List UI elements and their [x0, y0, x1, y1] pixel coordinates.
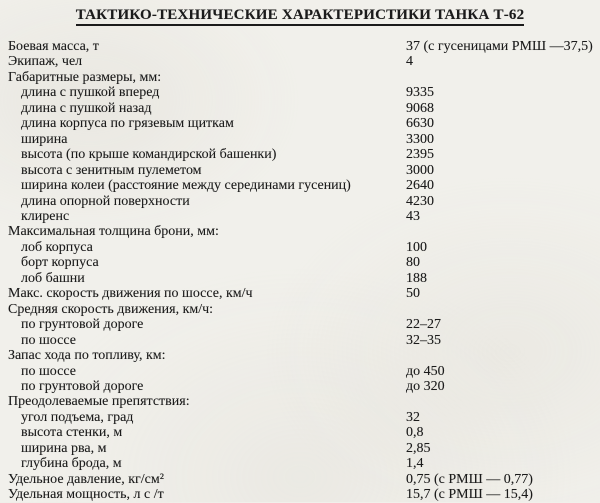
spec-row	[0, 163, 600, 178]
spec-value: 4230	[406, 193, 434, 209]
spec-label: Габаритные размеры, мм:	[8, 69, 162, 85]
spec-label: Удельное давление, кг/см²	[8, 471, 164, 487]
spec-value	[406, 70, 600, 85]
spec-label: угол подъема, град	[21, 409, 134, 425]
spec-value: до 320	[406, 378, 445, 394]
spec-value: 2395	[406, 147, 434, 163]
spec-value: 6630	[406, 116, 434, 132]
spec-value: 1,4	[406, 456, 424, 472]
page-title: ТАКТИКО-ТЕХНИЧЕСКИЕ ХАРАКТЕРИСТИКИ ТАНКА Т-62	[76, 7, 525, 26]
spec-label: ширина колеи (расстояние между серединами гусениц)	[21, 178, 351, 194]
spec-row	[0, 410, 600, 425]
spec-row	[0, 39, 600, 54]
spec-row	[0, 348, 600, 363]
spec-row	[0, 70, 600, 85]
spec-label: длина корпуса по грязевым щиткам	[21, 116, 234, 132]
spec-row	[0, 240, 600, 255]
spec-row	[0, 116, 600, 131]
spec-label: Макс. скорость движения по шоссе, км/ч	[8, 286, 253, 302]
spec-row	[0, 132, 600, 147]
spec-table	[0, 39, 600, 503]
spec-value	[406, 302, 600, 317]
spec-value: 43	[406, 208, 420, 224]
spec-label: Боевая масса, т	[8, 39, 99, 54]
spec-row	[0, 487, 600, 502]
spec-label: по шоссе	[21, 363, 76, 379]
spec-row	[0, 255, 600, 270]
spec-label: глубина брода, м	[21, 456, 122, 472]
spec-value: 37 (с гусеницами РМШ —37,5)	[406, 39, 593, 54]
spec-value: до 450	[406, 363, 445, 379]
spec-row	[0, 302, 600, 317]
spec-row	[0, 441, 600, 456]
spec-row	[0, 425, 600, 440]
spec-row	[0, 54, 600, 69]
spec-label: высота (по крыше командирской башенки)	[21, 147, 277, 163]
spec-label: по шоссе	[21, 332, 76, 348]
spec-value: 9335	[406, 85, 434, 101]
spec-label: Максимальная толщина брони, мм:	[8, 224, 219, 240]
spec-label: Экипаж, чел	[8, 54, 83, 70]
spec-row	[0, 194, 600, 209]
spec-label: лоб корпуса	[21, 239, 93, 255]
spec-label: по грунтовой дороге	[21, 317, 144, 333]
spec-row	[0, 101, 600, 116]
spec-label: по грунтовой дороге	[21, 378, 144, 394]
spec-label: длина опорной поверхности	[21, 193, 190, 209]
spec-value	[406, 348, 600, 363]
spec-value: 0,75 (с РМШ — 0,77)	[406, 471, 533, 487]
spec-row	[0, 317, 600, 332]
spec-row	[0, 147, 600, 162]
spec-value: 2640	[406, 178, 434, 194]
spec-value: 3000	[406, 162, 434, 178]
title-row	[0, 0, 600, 26]
spec-value: 4	[406, 54, 413, 70]
spec-row	[0, 85, 600, 100]
spec-row	[0, 178, 600, 193]
spec-row	[0, 286, 600, 301]
spec-label: Средняя скорость движения, км/ч:	[8, 301, 214, 317]
spec-row	[0, 394, 600, 409]
spec-value: 32–35	[406, 332, 441, 348]
spec-label: длина с пушкой назад	[21, 100, 152, 116]
spec-row	[0, 364, 600, 379]
spec-row	[0, 456, 600, 471]
spec-value: 22–27	[406, 317, 441, 333]
spec-label: Преодолеваемые препятствия:	[8, 394, 190, 410]
spec-value: 50	[406, 286, 420, 302]
spec-label: длина с пушкой вперед	[21, 85, 160, 101]
spec-row	[0, 379, 600, 394]
spec-value	[406, 224, 600, 239]
spec-label: ширина	[21, 131, 68, 147]
spec-value: 9068	[406, 100, 434, 116]
spec-label: высота с зенитным пулеметом	[21, 162, 202, 178]
spec-value: 80	[406, 255, 420, 271]
spec-label: клиренс	[21, 208, 70, 224]
spec-value: 188	[406, 270, 427, 286]
spec-row	[0, 472, 600, 487]
spec-row	[0, 224, 600, 239]
spec-row	[0, 209, 600, 224]
spec-value: 100	[406, 239, 427, 255]
spec-row	[0, 333, 600, 348]
spec-label: Удельная мощность, л с /т	[8, 487, 164, 503]
spec-label: борт корпуса	[21, 255, 99, 271]
spec-label: ширина рва, м	[21, 440, 107, 456]
spec-value	[406, 394, 600, 409]
spec-label: лоб башни	[21, 270, 85, 286]
spec-value: 2,85	[406, 440, 431, 456]
spec-value: 32	[406, 409, 420, 425]
spec-label: Запас хода по топливу, км:	[8, 348, 166, 364]
spec-row	[0, 271, 600, 286]
spec-value: 3300	[406, 131, 434, 147]
spec-value: 0,8	[406, 425, 424, 441]
spec-value: 15,7 (с РМШ — 15,4)	[406, 487, 533, 503]
spec-label: высота стенки, м	[21, 425, 123, 441]
